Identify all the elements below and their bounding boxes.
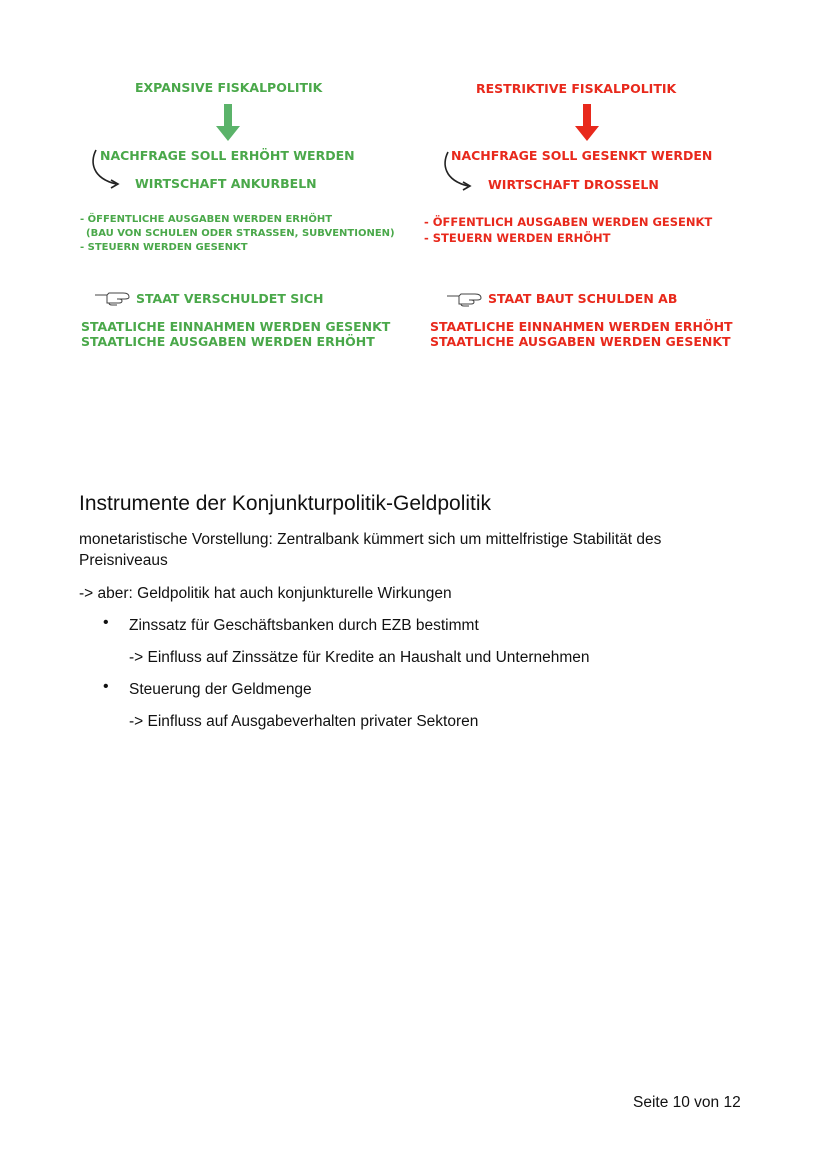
bullet-item-2-effect: -> Einfluss auf Ausgabeverhalten privater Sektoren (129, 713, 479, 730)
expansive-spending: STAATLICHE AUSGABEN WERDEN ERHÖHT (81, 334, 375, 349)
intro-line-1: monetaristische Vorstellung: Zentralbank kümmert sich um mittelfristige Stabilität des (79, 531, 662, 548)
expansive-title: EXPANSIVE FISKALPOLITIK (135, 80, 323, 95)
note-line: -> aber: Geldpolitik hat auch konjunkturelle Wirkungen (79, 585, 452, 602)
restrictive-title: RESTRIKTIVE FISKALPOLITIK (476, 81, 677, 96)
expansive-economy: WIRTSCHAFT ANKURBELN (135, 176, 317, 191)
expansive-income: STAATLICHE EINNAHMEN WERDEN GESENKT (81, 319, 391, 334)
restrictive-spending: STAATLICHE AUSGABEN WERDEN GESENKT (430, 334, 731, 349)
bullet-dot: • (103, 614, 109, 631)
down-arrow-red-icon (574, 104, 600, 142)
expansive-measure-2: - STEUERN WERDEN GESENKT (80, 242, 248, 253)
down-arrow-green-icon (215, 104, 241, 142)
section-heading: Instrumente der Konjunkturpolitik-Geldpolitik (79, 492, 492, 515)
restrictive-measure-1: - ÖFFENTLICH AUSGABEN WERDEN GESENKT (424, 215, 713, 229)
pointing-hand-icon (93, 292, 131, 306)
bullet-item-1: Zinssatz für Geschäftsbanken durch EZB bestimmt (129, 617, 479, 634)
bullet-dot: • (103, 678, 109, 695)
restrictive-economy: WIRTSCHAFT DROSSELN (488, 177, 659, 192)
restrictive-demand: NACHFRAGE SOLL GESENKT WERDEN (451, 148, 713, 163)
expansive-debt: STAAT VERSCHULDET SICH (136, 291, 324, 306)
restrictive-measure-2: - STEUERN WERDEN ERHÖHT (424, 231, 611, 245)
bullet-item-1-effect: -> Einfluss auf Zinssätze für Kredite an Haushalt und Unternehmen (129, 649, 590, 666)
restrictive-income: STAATLICHE EINNAHMEN WERDEN ERHÖHT (430, 319, 733, 334)
expansive-measure-1-note: (BAU VON SCHULEN ODER STRASSEN, SUBVENTIONEN) (86, 228, 395, 239)
page-number: Seite 10 von 12 (633, 1094, 741, 1111)
intro-line-2: Preisniveaus (79, 552, 168, 569)
bullet-item-2: Steuerung der Geldmenge (129, 681, 312, 698)
pointing-hand-icon (445, 293, 483, 307)
restrictive-debt: STAAT BAUT SCHULDEN AB (488, 291, 678, 306)
expansive-demand: NACHFRAGE SOLL ERHÖHT WERDEN (100, 148, 355, 163)
expansive-measure-1: - ÖFFENTLICHE AUSGABEN WERDEN ERHÖHT (80, 214, 333, 225)
